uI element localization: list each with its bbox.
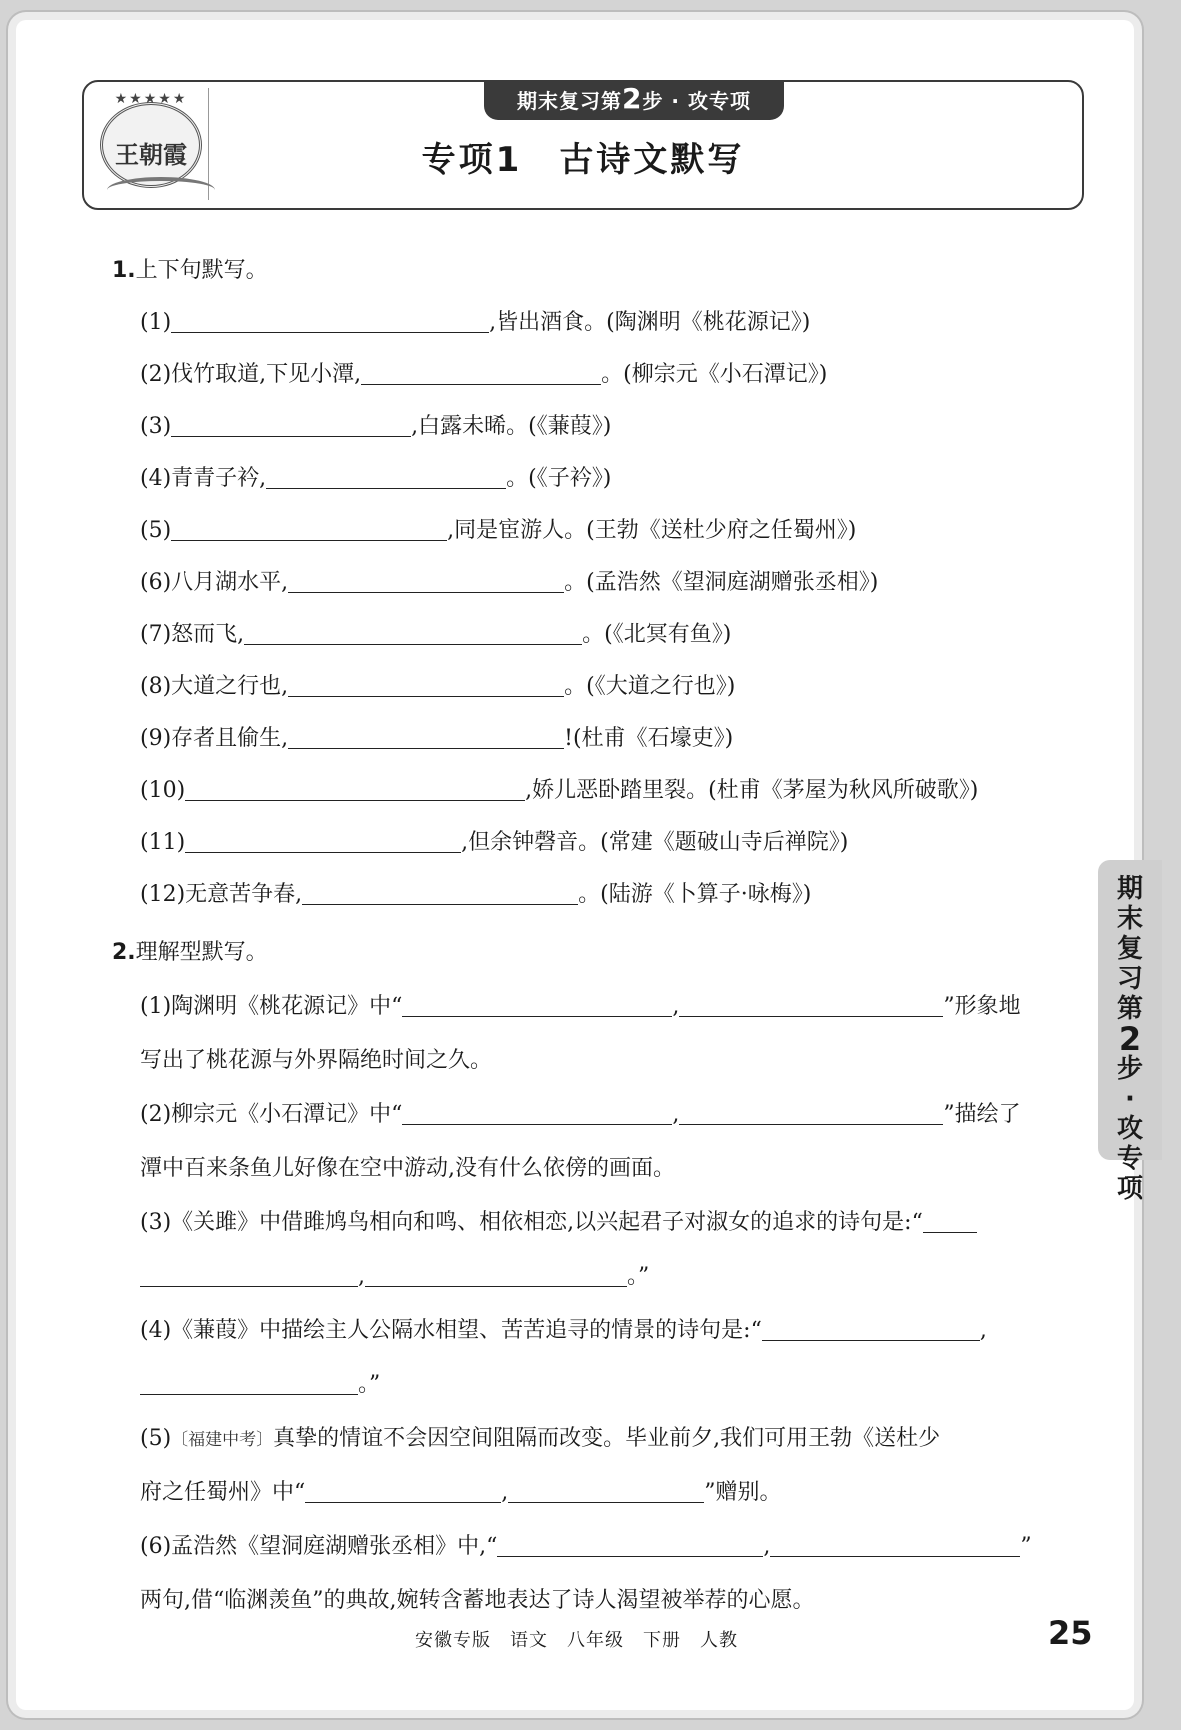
answer-blank[interactable] <box>365 1262 627 1287</box>
answer-blank[interactable] <box>171 412 411 437</box>
answer-blank[interactable] <box>171 516 447 541</box>
answer-blank[interactable] <box>140 1370 358 1395</box>
q-text: ”形象地 <box>943 994 1021 1019</box>
edition-info: 安徽专版 语文 八年级 下册 人教 <box>415 1630 738 1651</box>
answer-blank[interactable] <box>762 1316 980 1341</box>
answer-blank[interactable] <box>770 1532 1020 1557</box>
item-suffix: 。(《子衿》) <box>506 466 612 491</box>
item-prefix: (8)大道之行也, <box>140 674 289 699</box>
q-text: (1)陶渊明《桃花源记》中“ <box>140 994 403 1019</box>
s2-q2-line2: 潭中百来条鱼儿好像在空中游动,没有什么依傍的画面。 <box>140 1156 675 1181</box>
s2-q6-line2: 两句,借“临渊羡鱼”的典故,婉转含蓄地表达了诗人渴望被举荐的心愿。 <box>140 1588 815 1613</box>
answer-blank[interactable] <box>361 360 601 385</box>
item-prefix: (7)怒而飞, <box>140 622 245 647</box>
item-suffix: 。(孟浩然《望洞庭湖赠张丞相》) <box>564 570 879 595</box>
item-prefix: (1) <box>140 310 172 335</box>
item-suffix: ,娇儿恶卧踏里裂。(杜甫《茅屋为秋风所破歌》) <box>525 778 979 803</box>
s1-item-1 <box>140 308 810 338</box>
side-tab-char: 项 <box>1116 1174 1143 1204</box>
item-suffix: ,皆出酒食。(陶渊明《桃花源记》) <box>489 310 811 335</box>
section1-heading <box>112 256 268 286</box>
q-text: (6)孟浩然《望洞庭湖赠张丞相》中,“ <box>140 1534 498 1559</box>
stage-suffix: 步 · 攻专项 <box>642 89 751 113</box>
side-tab-char: 复 <box>1116 934 1143 964</box>
side-tab-char: · <box>1125 1084 1135 1114</box>
s1-item-12 <box>140 880 811 910</box>
s2-q5-line2 <box>140 1478 782 1508</box>
answer-blank[interactable] <box>402 992 672 1017</box>
s1-item-10 <box>140 776 978 806</box>
q-text: , <box>979 1318 987 1343</box>
answer-blank[interactable] <box>508 1478 704 1503</box>
item-suffix: ,白露未晞。(《蒹葭》) <box>411 414 612 439</box>
s2-q3-line2 <box>140 1262 649 1292</box>
section1-number: 1. <box>112 258 136 283</box>
side-tab-char: 步 <box>1116 1054 1143 1084</box>
answer-blank[interactable] <box>244 620 582 645</box>
section2-heading <box>112 938 268 968</box>
s2-q4-line2 <box>140 1370 380 1400</box>
answer-blank[interactable] <box>497 1532 763 1557</box>
q-text: , <box>501 1480 509 1505</box>
side-tab-char: 期 <box>1116 874 1143 904</box>
q-text: 府之任蜀州》中“ <box>140 1480 306 1505</box>
item-prefix: (5) <box>140 518 172 543</box>
item-prefix: (12)无意苦争春, <box>140 882 303 907</box>
s2-q1-line1 <box>140 992 1021 1022</box>
page-title: 专项1 古诗文默写 <box>421 140 745 180</box>
item-suffix: 。(陆游《卜算子·咏梅》) <box>578 882 812 907</box>
q-text: 真挚的情谊不会因空间阻隔而改变。毕业前夕,我们可用王勃《送杜少 <box>273 1426 941 1451</box>
s1-item-8 <box>140 672 735 702</box>
s2-q4-line1 <box>140 1316 987 1346</box>
s1-item-3 <box>140 412 611 442</box>
answer-blank[interactable] <box>679 992 943 1017</box>
q-text: , <box>672 994 680 1019</box>
answer-blank[interactable] <box>266 464 506 489</box>
logo-stars-icon: ★★★★★ <box>114 91 188 107</box>
q-text: , <box>763 1534 771 1559</box>
s1-item-9 <box>140 724 733 754</box>
section2-number: 2. <box>112 940 136 965</box>
q-text: (4)《蒹葭》中描绘主人公隔水相望、苦苦追寻的情景的诗句是:“ <box>140 1318 762 1343</box>
q-text: (3)《关雎》中借雎鸠鸟相向和鸣、相依相恋,以兴起君子对淑女的追求的诗句是:“ <box>140 1210 923 1235</box>
q-text: ”赠别。 <box>704 1480 782 1505</box>
s2-q5-line1 <box>140 1424 940 1455</box>
q-text: , <box>358 1264 365 1289</box>
stage-number: 2 <box>621 82 643 115</box>
answer-blank[interactable] <box>402 1100 672 1125</box>
item-prefix: (9)存者且偷生, <box>140 726 289 751</box>
answer-blank[interactable] <box>185 828 461 853</box>
answer-blank[interactable] <box>185 776 525 801</box>
item-suffix: 。(《北冥有鱼》) <box>582 622 732 647</box>
item-suffix: 。(《大道之行也》) <box>564 674 736 699</box>
q-text: , <box>672 1102 680 1127</box>
s2-q2-line1 <box>140 1100 1021 1130</box>
item-prefix: (11) <box>140 830 186 855</box>
answer-blank[interactable] <box>923 1208 977 1233</box>
section1-title: 上下句默写。 <box>135 258 268 283</box>
side-tab-char: 专 <box>1116 1144 1143 1174</box>
q-text: ”描绘了 <box>943 1102 1021 1127</box>
s1-item-2 <box>140 360 827 390</box>
q-text: (5) <box>140 1426 172 1451</box>
answer-blank[interactable] <box>302 880 578 905</box>
item-prefix: (2)伐竹取道,下见小潭, <box>140 362 362 387</box>
answer-blank[interactable] <box>679 1100 943 1125</box>
item-suffix: ,但余钟磬音。(常建《题破山寺后禅院》) <box>461 830 849 855</box>
side-tab-char: 末 <box>1116 904 1143 934</box>
s1-item-7 <box>140 620 731 650</box>
s1-item-6 <box>140 568 878 598</box>
item-prefix: (6)八月湖水平, <box>140 570 289 595</box>
s2-q1-line2: 写出了桃花源与外界隔绝时间之久。 <box>140 1048 493 1073</box>
page-number: 25 <box>1048 1614 1093 1652</box>
exam-source-tag: 〔福建中考〕 <box>171 1430 274 1450</box>
logo-text: 王朝霞 <box>115 140 187 169</box>
answer-blank[interactable] <box>305 1478 501 1503</box>
side-tab-char: 2 <box>1118 1020 1142 1058</box>
side-tab-char: 第 <box>1116 994 1143 1024</box>
s2-q3-line1 <box>140 1208 977 1238</box>
item-suffix: !(杜甫《石壕吏》) <box>564 726 734 751</box>
answer-blank[interactable] <box>288 568 564 593</box>
item-prefix: (10) <box>140 778 186 803</box>
q-text: 。” <box>627 1264 650 1289</box>
s1-item-5 <box>140 516 856 546</box>
item-suffix: ,同是宦游人。(王勃《送杜少府之任蜀州》) <box>447 518 857 543</box>
answer-blank[interactable] <box>140 1262 358 1287</box>
side-tab-char: 攻 <box>1116 1114 1143 1144</box>
q-text: 。” <box>358 1372 381 1397</box>
answer-blank[interactable] <box>288 672 564 697</box>
answer-blank[interactable] <box>288 724 564 749</box>
item-prefix: (4)青青子衿, <box>140 466 267 491</box>
section2-title: 理解型默写。 <box>135 940 268 965</box>
q-text: (2)柳宗元《小石潭记》中“ <box>140 1102 403 1127</box>
s1-item-11 <box>140 828 848 858</box>
answer-blank[interactable] <box>171 308 489 333</box>
item-suffix: 。(柳宗元《小石潭记》) <box>601 362 828 387</box>
s2-q6-line1 <box>140 1532 1032 1562</box>
stage-prefix: 期末复习第 <box>516 89 622 113</box>
s1-item-4 <box>140 464 611 494</box>
item-prefix: (3) <box>140 414 172 439</box>
q-text: ” <box>1020 1534 1032 1559</box>
side-tab-char: 习 <box>1116 964 1143 994</box>
